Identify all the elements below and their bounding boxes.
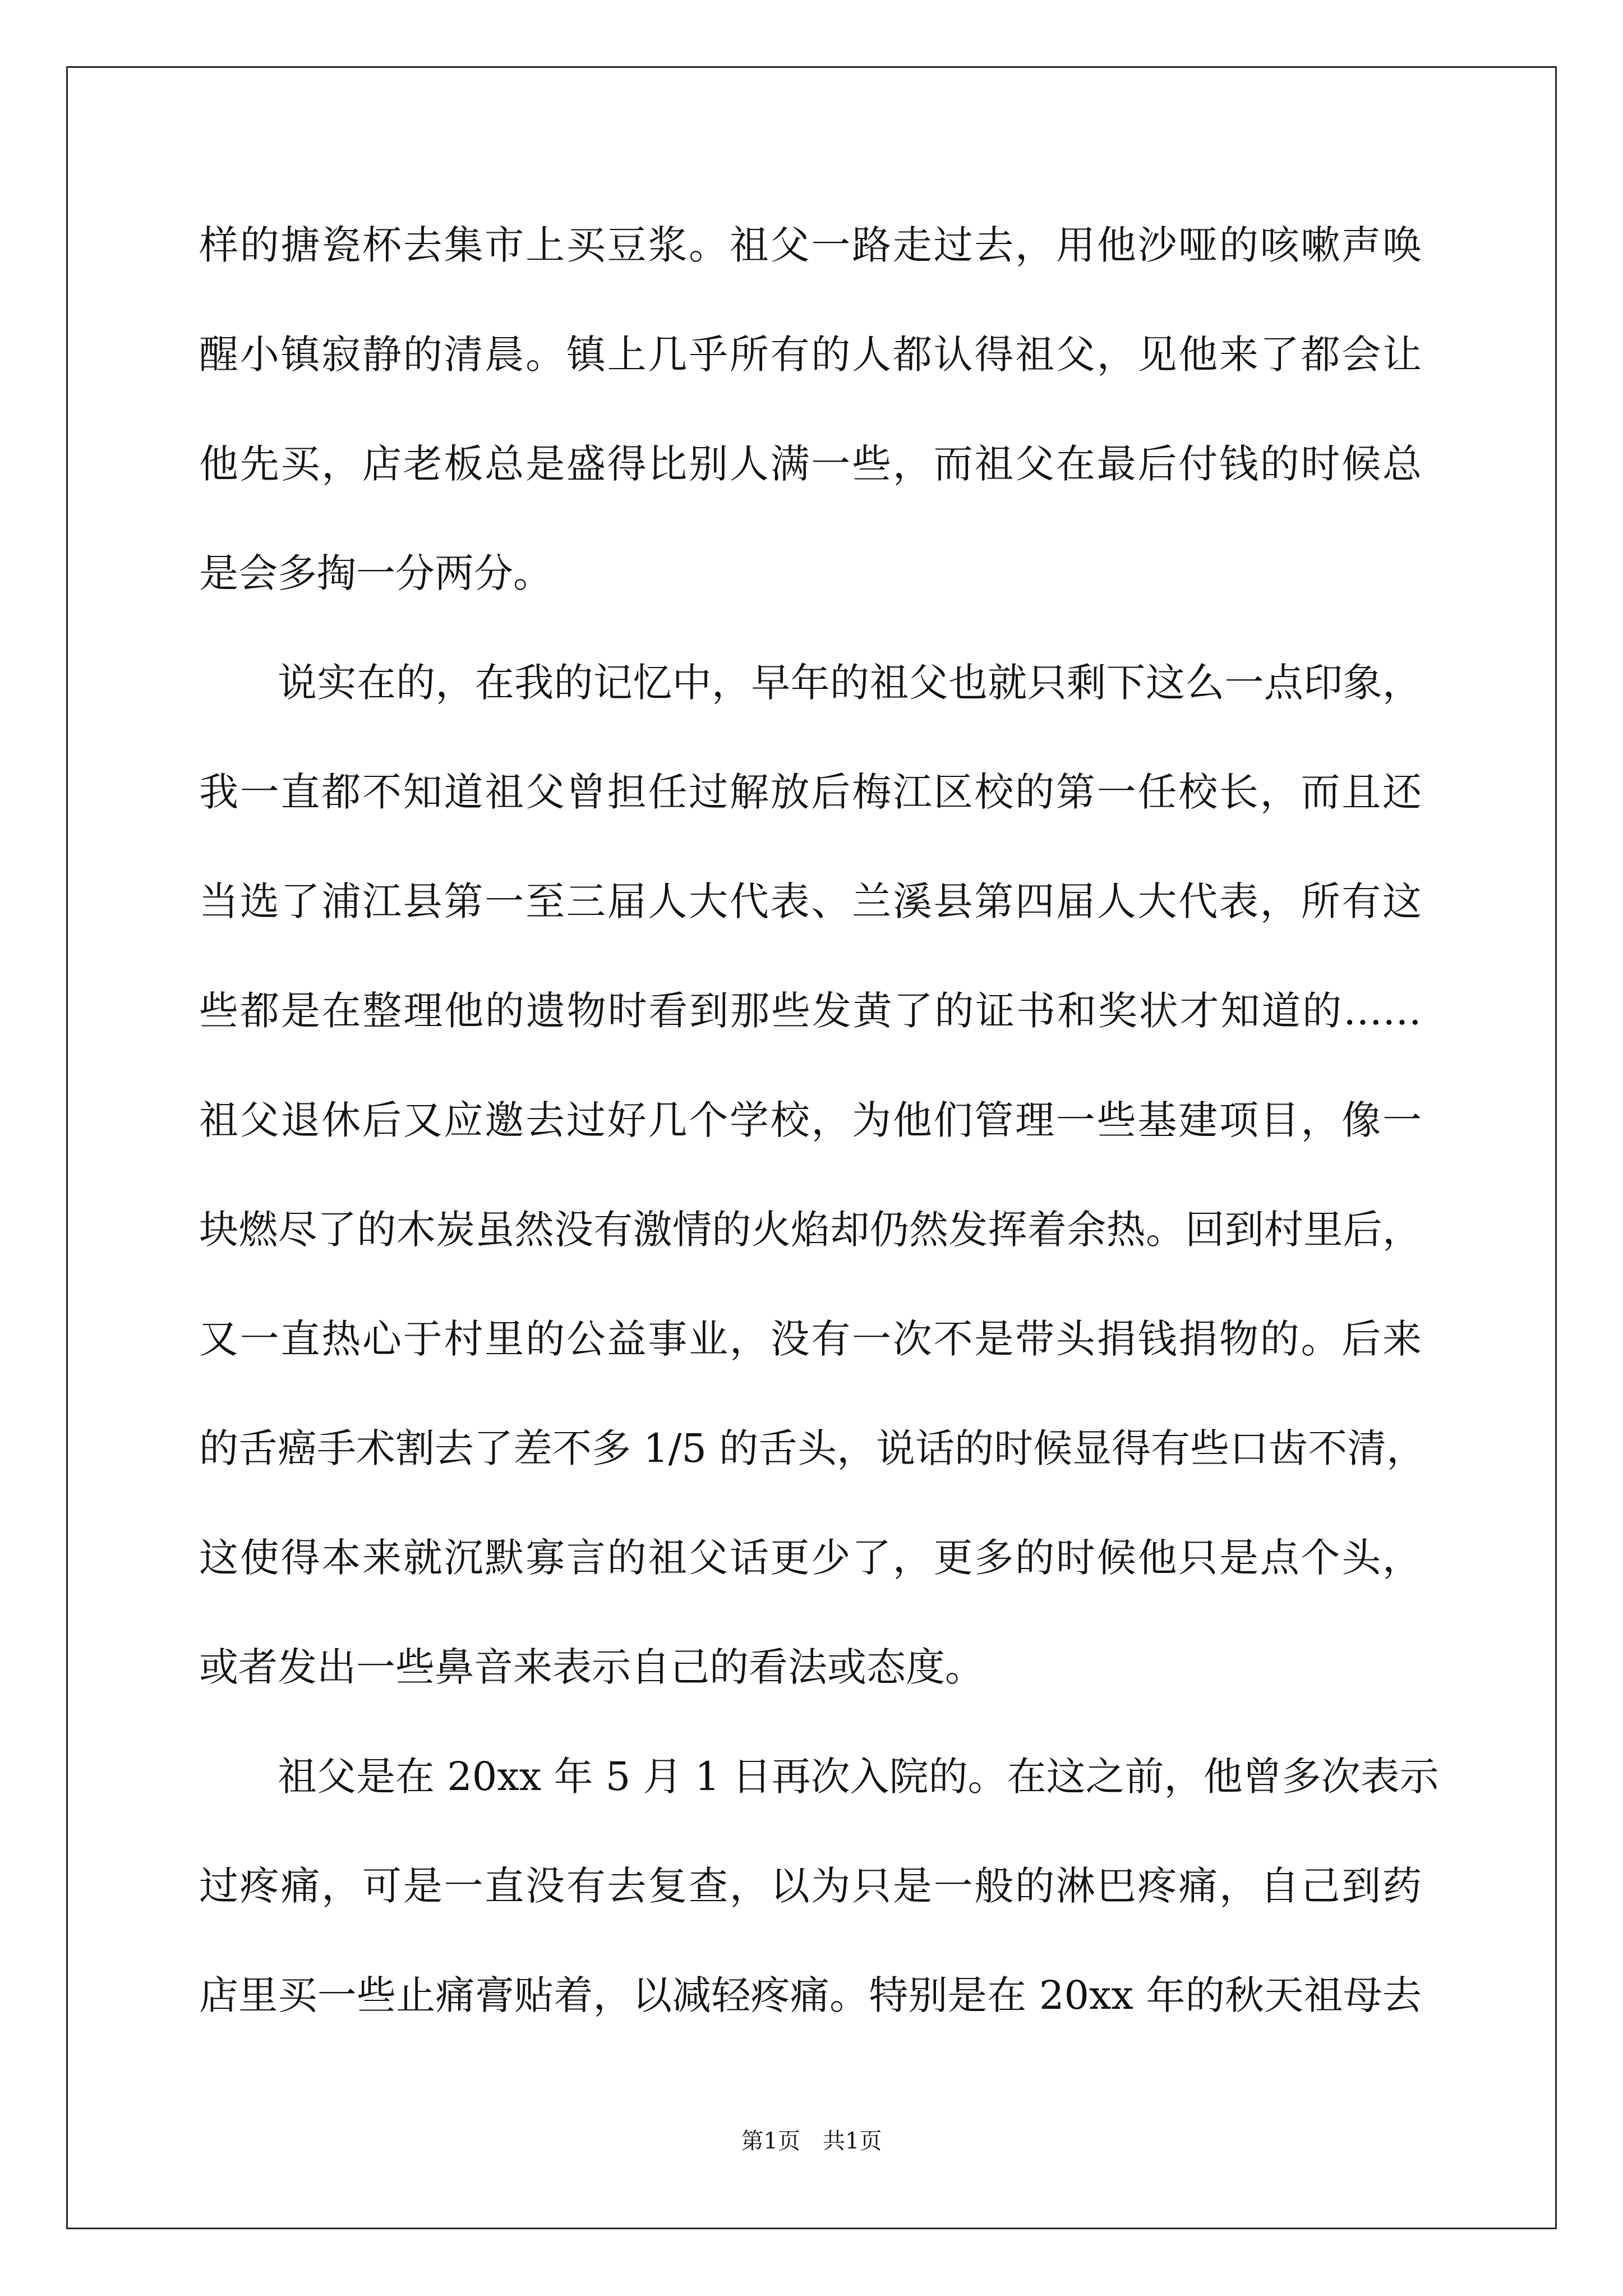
text-line: 店里买一些止痛膏贴着，以减轻疼痛。特别是在 20xx 年的秋天祖母去 [199, 1972, 1422, 2018]
paragraph-first-line: 祖父是在 20xx 年 5 月 1 日再次入院的。在这之前，他曾多次表示 [278, 1754, 1439, 1800]
paragraph-first-line: 说实在的，在我的记忆中，早年的祖父也就只剩下这么一点印象， [278, 660, 1422, 706]
text-line: 样的搪瓷杯去集市上买豆浆。祖父一路走过去，用他沙哑的咳嗽声唤 [199, 222, 1422, 268]
text-line: 我一直都不知道祖父曾担任过解放后梅江区校的第一任校长，而且还 [199, 769, 1422, 815]
text-line: 醒小镇寂静的清晨。镇上几乎所有的人都认得祖父，见他来了都会让 [199, 332, 1422, 378]
text-line: 他先买，店老板总是盛得比别人满一些，而祖父在最后付钱的时候总 [199, 441, 1422, 487]
text-line: 块燃尽了的木炭虽然没有激情的火焰却仍然发挥着余热。回到村里后， [199, 1207, 1422, 1253]
text-line: 过疼痛，可是一直没有去复查，以为只是一般的淋巴疼痛，自己到药 [199, 1863, 1422, 1909]
text-line: 的舌癌手术割去了差不多 1/5 的舌头，说话的时候显得有些口齿不清， [199, 1425, 1426, 1471]
text-line: 又一直热心于村里的公益事业，没有一次不是带头捐钱捐物的。后来 [199, 1316, 1422, 1362]
text-line: 祖父退休后又应邀去过好几个学校，为他们管理一些基建项目，像一 [199, 1097, 1422, 1143]
page-number-footer: 第1页 共1页 [741, 2128, 882, 2154]
text-line: 是会多掏一分两分。 [199, 550, 552, 596]
text-line: 这使得本来就沉默寡言的祖父话更少了，更多的时候他只是点个头， [199, 1535, 1422, 1581]
text-line: 些都是在整理他的遗物时看到那些发黄了的证书和奖状才知道的…… [199, 988, 1422, 1034]
text-line: 当选了浦江县第一至三届人大代表、兰溪县第四届人大代表，所有这 [199, 878, 1422, 924]
document-body [199, 191, 1439, 2050]
text-line: 或者发出一些鼻音来表示自己的看法或态度。 [199, 1644, 984, 1690]
